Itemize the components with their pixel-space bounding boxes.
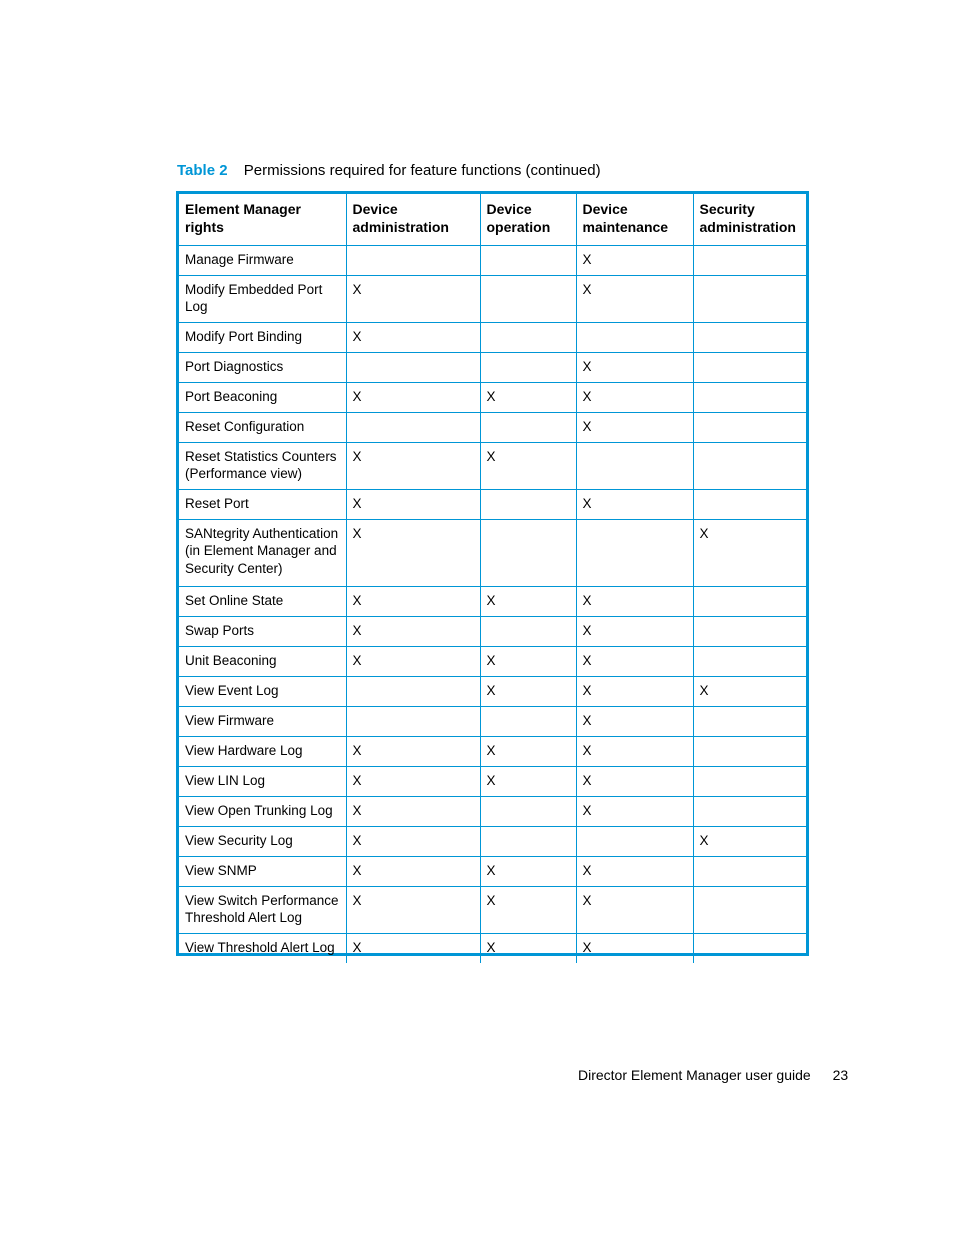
cell-device-maintenance: X: [576, 766, 693, 796]
cell-security-administration: [693, 352, 806, 382]
cell-device-operation: [480, 489, 576, 519]
cell-device-administration: X: [346, 933, 480, 963]
cell-security-administration: X: [693, 826, 806, 856]
cell-security-administration: [693, 796, 806, 826]
table-caption-label: Table 2: [177, 162, 228, 179]
footer-guide-title: Director Element Manager user guide: [578, 1067, 811, 1083]
table-row: [179, 442, 806, 489]
cell-rights: Reset Port: [179, 489, 346, 519]
cell-device-maintenance: X: [576, 856, 693, 886]
cell-security-administration: [693, 766, 806, 796]
cell-device-operation: X: [480, 736, 576, 766]
cell-device-maintenance: X: [576, 616, 693, 646]
table-caption-text: Permissions required for feature functions (continued): [243, 162, 601, 179]
permissions-table-frame: [176, 191, 809, 956]
cell-device-maintenance: X: [576, 736, 693, 766]
table-row: [179, 766, 806, 796]
cell-device-maintenance: X: [576, 412, 693, 442]
cell-device-maintenance: X: [576, 886, 693, 933]
cell-device-operation: [480, 519, 576, 586]
cell-device-administration: X: [346, 826, 480, 856]
header-security-administration: Security administration: [693, 194, 806, 245]
table-row: [179, 245, 806, 275]
cell-device-operation: X: [480, 442, 576, 489]
cell-rights: View LIN Log: [179, 766, 346, 796]
cell-device-maintenance: X: [576, 706, 693, 736]
cell-device-operation: [480, 706, 576, 736]
cell-security-administration: [693, 412, 806, 442]
cell-security-administration: X: [693, 519, 806, 586]
table-row: [179, 736, 806, 766]
cell-rights: Port Beaconing: [179, 382, 346, 412]
table-row: [179, 646, 806, 676]
cell-security-administration: [693, 886, 806, 933]
cell-rights: View Hardware Log: [179, 736, 346, 766]
cell-device-operation: [480, 352, 576, 382]
cell-rights: Swap Ports: [179, 616, 346, 646]
cell-rights: Manage Firmware: [179, 245, 346, 275]
table-row: [179, 352, 806, 382]
table-row: [179, 489, 806, 519]
cell-device-maintenance: [576, 442, 693, 489]
cell-device-operation: X: [480, 933, 576, 963]
header-element-manager-rights: Element Manager rights: [179, 194, 346, 245]
cell-device-administration: X: [346, 586, 480, 616]
cell-rights: View Firmware: [179, 706, 346, 736]
cell-security-administration: [693, 442, 806, 489]
table-row: [179, 676, 806, 706]
table-row: [179, 826, 806, 856]
cell-security-administration: [693, 489, 806, 519]
cell-device-maintenance: X: [576, 245, 693, 275]
cell-device-administration: X: [346, 382, 480, 412]
cell-device-administration: X: [346, 322, 480, 352]
cell-device-administration: [346, 352, 480, 382]
cell-device-operation: X: [480, 586, 576, 616]
cell-device-maintenance: X: [576, 646, 693, 676]
table-row: [179, 322, 806, 352]
header-device-administration: Device administration: [346, 194, 480, 245]
cell-device-administration: X: [346, 275, 480, 322]
cell-device-maintenance: [576, 322, 693, 352]
table-row: [179, 933, 806, 963]
cell-device-administration: [346, 245, 480, 275]
cell-device-operation: X: [480, 646, 576, 676]
table-row: [179, 519, 806, 586]
cell-rights: Reset Statistics Counters (Performance view): [179, 442, 346, 489]
cell-device-administration: [346, 676, 480, 706]
cell-rights: View Open Trunking Log: [179, 796, 346, 826]
cell-device-administration: X: [346, 616, 480, 646]
cell-device-maintenance: X: [576, 933, 693, 963]
cell-security-administration: [693, 706, 806, 736]
table-row: [179, 886, 806, 933]
cell-rights: View Security Log: [179, 826, 346, 856]
cell-device-maintenance: X: [576, 796, 693, 826]
cell-device-operation: X: [480, 856, 576, 886]
cell-security-administration: [693, 856, 806, 886]
cell-rights: Modify Embedded Port Log: [179, 275, 346, 322]
cell-device-maintenance: X: [576, 489, 693, 519]
cell-security-administration: [693, 586, 806, 616]
cell-rights: View Event Log: [179, 676, 346, 706]
cell-device-maintenance: X: [576, 352, 693, 382]
cell-device-administration: X: [346, 736, 480, 766]
cell-device-operation: [480, 796, 576, 826]
cell-device-operation: [480, 826, 576, 856]
cell-device-maintenance: [576, 519, 693, 586]
cell-device-maintenance: X: [576, 382, 693, 412]
cell-device-administration: [346, 412, 480, 442]
table-caption: [177, 162, 601, 179]
cell-rights: View Threshold Alert Log: [179, 933, 346, 963]
cell-device-maintenance: X: [576, 676, 693, 706]
cell-rights: SANtegrity Authentication (in Element Manager and Security Center): [179, 519, 346, 586]
cell-security-administration: [693, 275, 806, 322]
table-row: [179, 382, 806, 412]
cell-device-maintenance: X: [576, 586, 693, 616]
header-device-operation: Device operation: [480, 194, 576, 245]
cell-device-administration: X: [346, 489, 480, 519]
cell-device-operation: [480, 616, 576, 646]
permissions-table: [179, 194, 806, 963]
cell-device-administration: [346, 706, 480, 736]
cell-security-administration: [693, 646, 806, 676]
cell-device-operation: X: [480, 766, 576, 796]
cell-rights: Set Online State: [179, 586, 346, 616]
cell-device-administration: X: [346, 796, 480, 826]
cell-rights: Modify Port Binding: [179, 322, 346, 352]
table-row: [179, 412, 806, 442]
cell-security-administration: X: [693, 676, 806, 706]
table-row: [179, 275, 806, 322]
table-row: [179, 616, 806, 646]
cell-device-operation: X: [480, 676, 576, 706]
cell-rights: Port Diagnostics: [179, 352, 346, 382]
cell-device-administration: X: [346, 519, 480, 586]
table-row: [179, 586, 806, 616]
cell-rights: Unit Beaconing: [179, 646, 346, 676]
header-device-maintenance: Device maintenance: [576, 194, 693, 245]
cell-security-administration: [693, 736, 806, 766]
table-header-row: [179, 194, 806, 245]
cell-security-administration: [693, 382, 806, 412]
cell-device-operation: [480, 412, 576, 442]
cell-device-operation: X: [480, 886, 576, 933]
cell-device-operation: X: [480, 382, 576, 412]
cell-device-administration: X: [346, 646, 480, 676]
cell-security-administration: [693, 933, 806, 963]
cell-device-administration: X: [346, 886, 480, 933]
cell-device-operation: [480, 275, 576, 322]
cell-security-administration: [693, 322, 806, 352]
cell-security-administration: [693, 616, 806, 646]
cell-device-administration: X: [346, 856, 480, 886]
page-footer: [578, 1067, 848, 1083]
footer-page-number: 23: [832, 1067, 849, 1083]
cell-device-maintenance: X: [576, 275, 693, 322]
cell-device-administration: X: [346, 442, 480, 489]
table-row: [179, 856, 806, 886]
cell-security-administration: [693, 245, 806, 275]
cell-device-operation: [480, 322, 576, 352]
table-row: [179, 796, 806, 826]
table-row: [179, 706, 806, 736]
cell-device-maintenance: [576, 826, 693, 856]
cell-rights: Reset Configuration: [179, 412, 346, 442]
cell-rights: View Switch Performance Threshold Alert Log: [179, 886, 346, 933]
cell-device-operation: [480, 245, 576, 275]
cell-rights: View SNMP: [179, 856, 346, 886]
cell-device-administration: X: [346, 766, 480, 796]
